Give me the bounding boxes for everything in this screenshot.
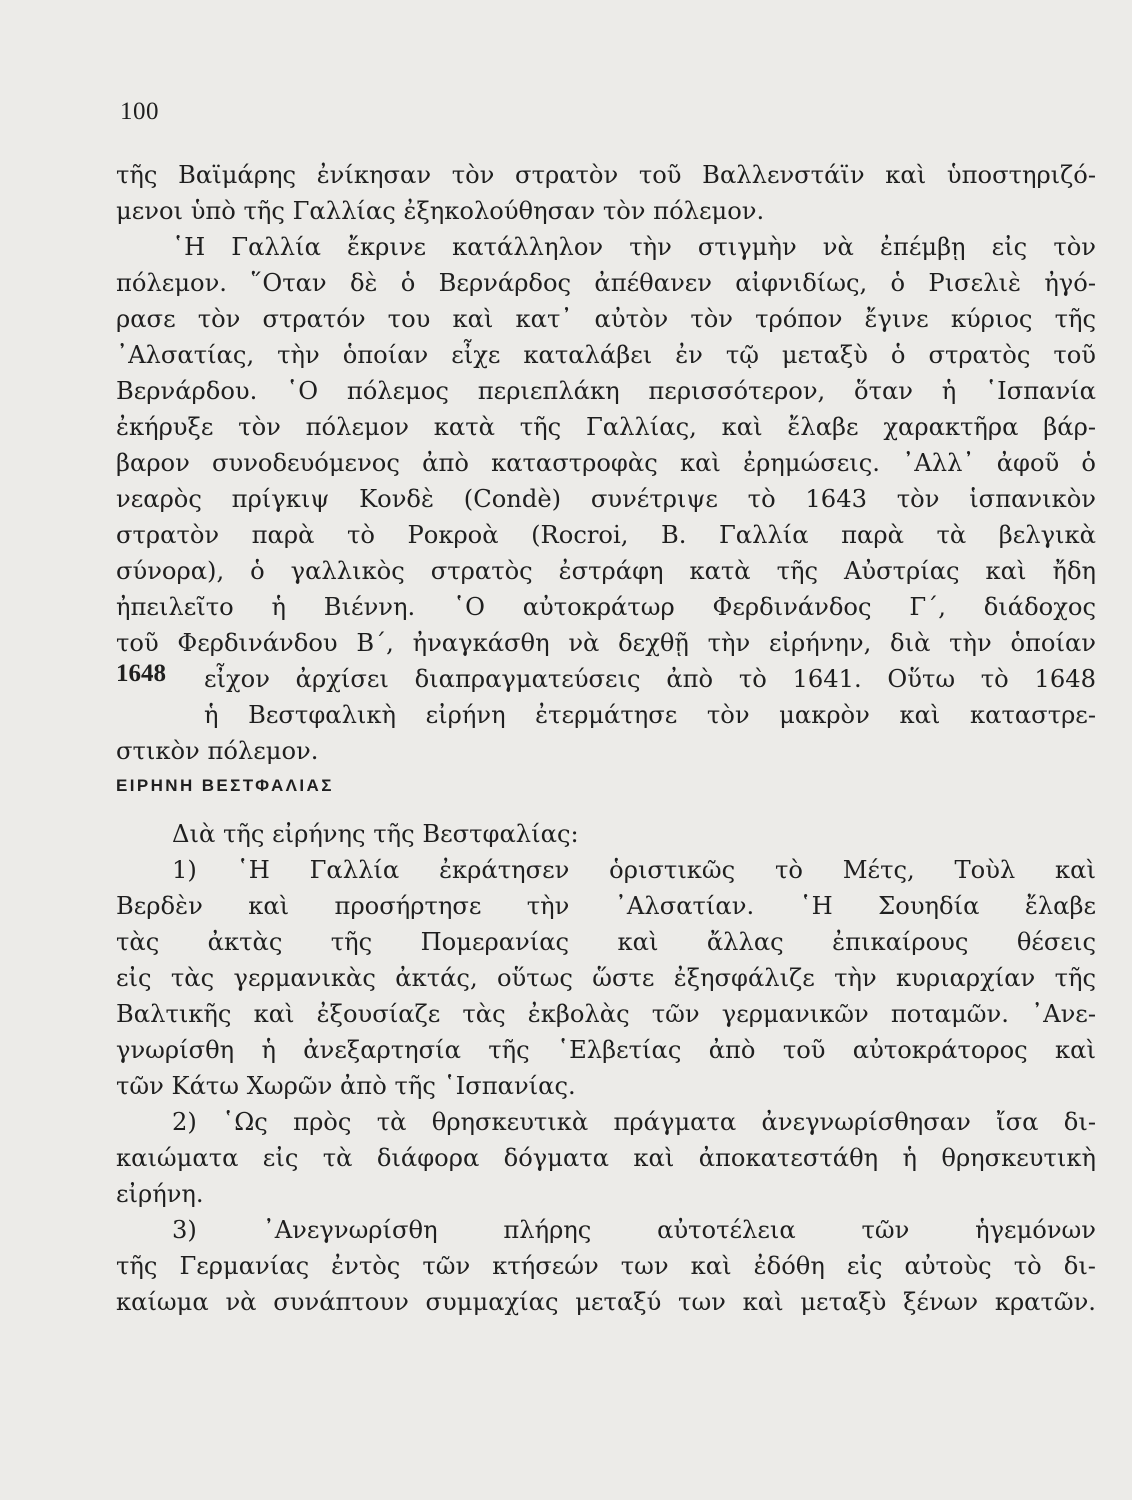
- text-line: εἶχον ἀρχίσει διαπραγματεύσεις ἀπὸ τὸ 1641. Οὕτω τὸ 1648: [204, 665, 1096, 693]
- text-line: μενοι ὑπὸ τῆς Γαλλίας ἐξηκολούθησαν τὸν πόλεμον.: [116, 197, 765, 225]
- text-line: ἠπειλεῖτο ἡ Βιέννη. ῾Ο αὐτοκράτωρ Φερδινάνδος Γ΄, διάδοχος: [116, 593, 1096, 621]
- text-line: Βερνάρδου. ῾Ο πόλεμος περιεπλάκη περισσότερον, ὅταν ἡ ῾Ισπανία: [116, 377, 1096, 405]
- text-line: ἐκήρυξε τὸν πόλεμον κατὰ τῆς Γαλλίας, καὶ ἔλαβε χαρακτῆρα βάρ-: [116, 413, 1096, 441]
- text-line: 3) ᾿Ανεγνωρίσθη πλήρης αὐτοτέλεια τῶν ἡγεμόνων: [172, 1216, 1096, 1244]
- text-line: τὰς ἀκτὰς τῆς Πομερανίας καὶ ἄλλας ἐπικαίρους θέσεις: [116, 928, 1096, 956]
- text-line: ᾿Αλσατίας, τὴν ὁποίαν εἶχε καταλάβει ἐν τῷ μεταξὺ ὁ στρατὸς τοῦ: [116, 341, 1096, 369]
- text-line: Βαλτικῆς καὶ ἐξουσίαζε τὰς ἐκβολὰς τῶν γερμανικῶν ποταμῶν. ᾿Ανε-: [116, 1000, 1096, 1028]
- text-line: τῶν Κάτω Χωρῶν ἀπὸ τῆς ῾Ισπανίας.: [116, 1072, 576, 1100]
- margin-year-note: 1648: [116, 660, 166, 687]
- text-line: νεαρὸς πρίγκιψ Κονδὲ (Condè) συνέτριψε τὸ 1643 τὸν ἱσπανικὸν: [116, 485, 1096, 513]
- text-line: ἡ Βεστφαλικὴ εἰρήνη ἐτερμάτησε τὸν μακρὸν καὶ καταστρε-: [204, 701, 1096, 729]
- text-line: 1) ῾Η Γαλλία ἐκράτησεν ὁριστικῶς τὸ Μέτς, Τοὺλ καὶ: [172, 856, 1096, 884]
- text-line: σύνορα), ὁ γαλλικὸς στρατὸς ἐστράφη κατὰ τῆς Αὐστρίας καὶ ἤδη: [116, 557, 1096, 585]
- text-line: ρασε τὸν στρατόν του καὶ κατ᾿ αὐτὸν τὸν τρόπον ἔγινε κύριος τῆς: [116, 305, 1096, 333]
- text-line: εἰς τὰς γερμανικὰς ἀκτάς, οὕτως ὥστε ἐξησφάλιζε τὴν κυριαρχίαν τῆς: [116, 964, 1096, 992]
- text-line: καίωμα νὰ συνάπτουν συμμαχίας μεταξύ των καὶ μεταξὺ ξένων κρατῶν.: [116, 1288, 1096, 1316]
- text-line: τοῦ Φερδινάνδου Β΄, ἠναγκάσθη νὰ δεχθῇ τὴν εἰρήνην, διὰ τὴν ὁποίαν: [116, 629, 1096, 657]
- section-heading: ΕΙΡΗΝΗ ΒΕΣΤΦΑΛΙΑΣ: [116, 776, 334, 795]
- text-line: βαρον συνοδευόμενος ἀπὸ καταστροφὰς καὶ ἐρημώσεις. ᾿Αλλ᾿ ἀφοῦ ὁ: [116, 449, 1096, 477]
- text-line: στικὸν πόλεμον.: [116, 737, 319, 765]
- text-line: Βερδὲν καὶ προσήρτησε τὴν ᾿Αλσατίαν. ῾Η Σουηδία ἔλαβε: [116, 892, 1096, 920]
- text-line: καιώματα εἰς τὰ διάφορα δόγματα καὶ ἀποκατεστάθη ἡ θρησκευτικὴ: [116, 1144, 1096, 1172]
- text-line: 2) ῾Ως πρὸς τὰ θρησκευτικὰ πράγματα ἀνεγνωρίσθησαν ἴσα δι-: [172, 1108, 1096, 1136]
- text-line: τῆς Βαϊμάρης ἐνίκησαν τὸν στρατὸν τοῦ Βαλλενστάϊν καὶ ὑποστηριζό-: [116, 161, 1096, 189]
- text-line: στρατὸν παρὰ τὸ Ροκροὰ (Rocroi, Β. Γαλλία παρὰ τὰ βελγικὰ: [116, 521, 1096, 549]
- text-line: γνωρίσθη ἡ ἀνεξαρτησία τῆς ῾Ελβετίας ἀπὸ τοῦ αὐτοκράτορος καὶ: [116, 1036, 1096, 1064]
- text-line: ῾Η Γαλλία ἔκρινε κατάλληλον τὴν στιγμὴν νὰ ἐπέμβῃ εἰς τὸν: [172, 233, 1096, 261]
- page-number: 100: [120, 98, 159, 125]
- text-line: τῆς Γερμανίας ἐντὸς τῶν κτήσεών των καὶ ἐδόθη εἰς αὐτοὺς τὸ δι-: [116, 1252, 1096, 1280]
- text-line: πόλεμον. ῞Οταν δὲ ὁ Βερνάρδος ἀπέθανεν αἰφνιδίως, ὁ Ρισελιὲ ἠγό-: [116, 269, 1096, 297]
- text-line: Διὰ τῆς εἰρήνης τῆς Βεστφαλίας:: [172, 820, 579, 848]
- text-line: εἰρήνη.: [116, 1180, 204, 1208]
